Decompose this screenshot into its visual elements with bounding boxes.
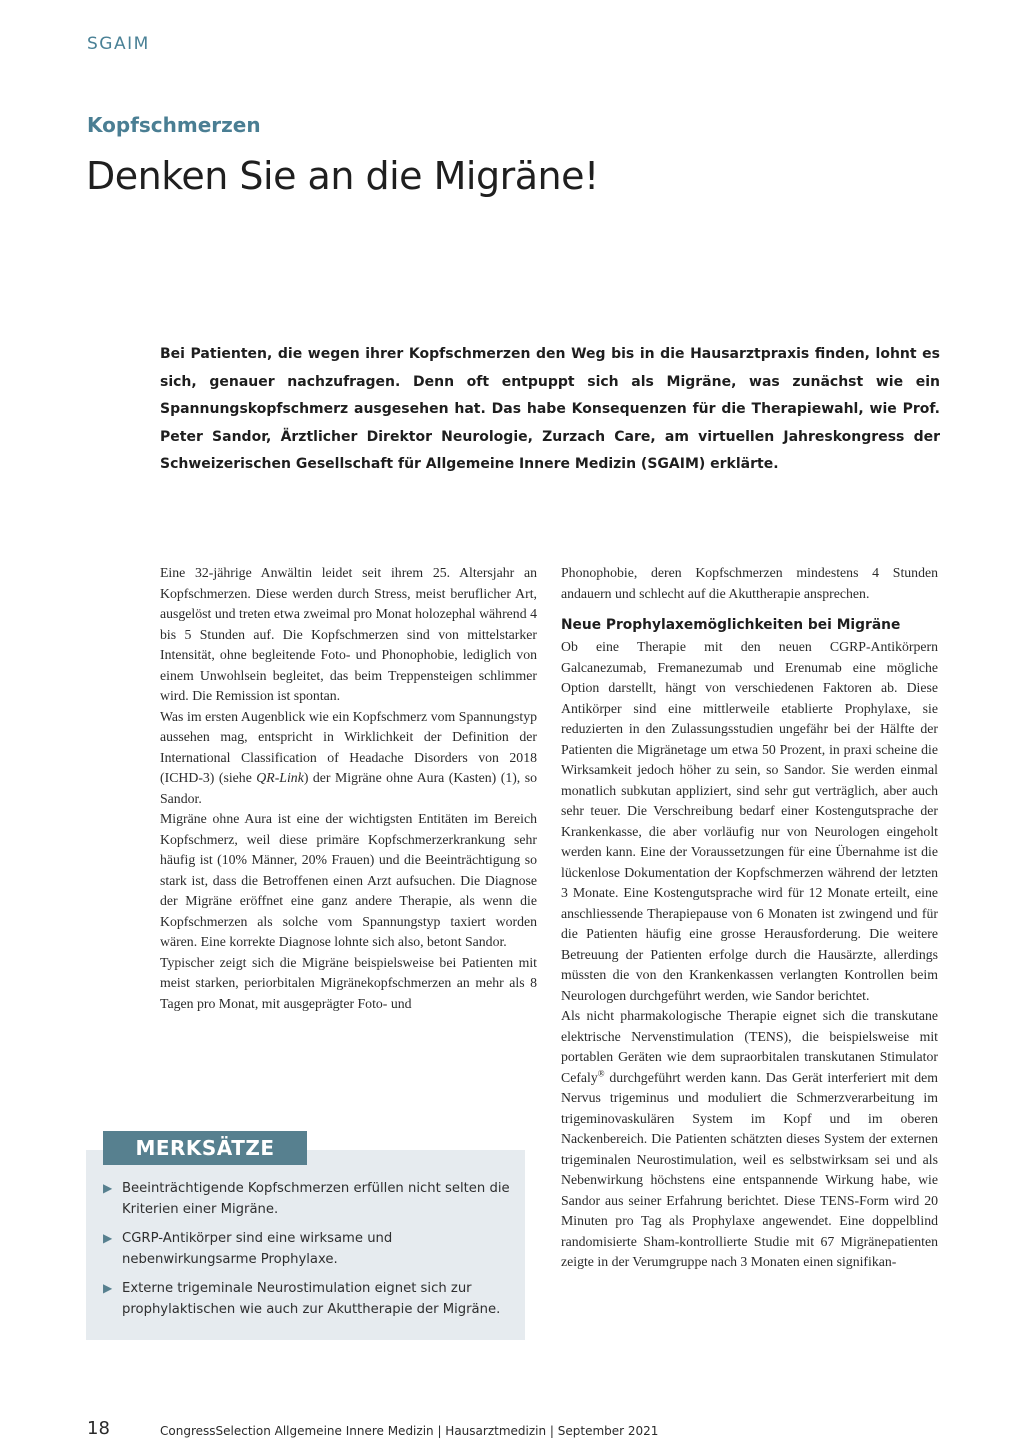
lead-paragraph: Bei Patienten, die wegen ihrer Kopfschmerzen den Weg bis in die Hausarztpraxis finden, lohnt es sich, genauer nachzufragen. Denn oft entpuppt sich als Migräne, was zunächst wie ein Spannungskopfschmerz ausgesehen hat. Das habe Konsequenzen für die Therapiewahl, wie Prof. Peter Sandor, Ärztlicher Direktor Neurologie, Zurzach Care, am virtuellen Jahreskongress der Schweizerischen Gesellschaft für Allgemeine Innere Medizin (SGAIM) erklärte. (160, 346, 940, 472)
registered-mark: ® (597, 1067, 605, 1078)
key-point-item: ▶ CGRP-Antikörper sind eine wirksame und nebenwirkungsarme Prophylaxe. (103, 1228, 518, 1270)
publication-info: CongressSelection Allgemeine Innere Medizin | Hausarztmedizin | September 2021 (160, 1424, 659, 1438)
key-point-item: ▶ Beeinträchtigende Kopfschmerzen erfüllen nicht selten die Kriterien einer Migräne. (103, 1178, 518, 1220)
qr-link[interactable]: QR-Link (256, 770, 304, 785)
body-paragraph: Als nicht pharmakologische Therapie eignet sich die transkutane elektrische Nervenstimulation (TENS), die beispielsweise mit portablen Geräten wie dem supraorbitalen transkutanen Stimulator Cefaly® durchgeführt werden kann. Das Gerät interferiert mit dem Nervus trigeminus und moduliert die Schmerzverarbeitung im trigeminovaskulären System im Kopf und im oberen Nackenbereich. Die Patienten schätzten dieses System der externen trigeminalen Neurostimulation, weil es selbstwirksam sei und als Nebenwirkung höchstens eine entspannende Wirkung habe, wie Sandor aus seiner Erfahrung berichtet. Diese TENS-Form wird 20 Minuten pro Tag als Prophylaxe angewendet. Eine doppelblind randomisierte Sham-kontrollierte Studie mit 67 Migränepatienten zeigte in der Verumgruppe nach 3 Monaten einen signifikan- (561, 1008, 938, 1269)
body-paragraph: Eine 32-jährige Anwältin leidet seit ihrem 25. Altersjahr an Kopfschmerzen. Diese werden durch Stress, meist beruflicher Art, ausgelöst und treten etwa zweimal pro Monat holozephal während 4 bis 5 Stunden auf. Die Kopfschmerzen sind von mittelstarker Intensität, ohne begleitende Foto- und Phonophobie, lediglich von einem Unwohlsein begleitet, das beim Treppensteigen schlimmer wird. Die Remission ist spontan. (160, 565, 537, 703)
key-point-item: ▶ Externe trigeminale Neurostimulation eignet sich zur prophylaktischen wie auch zur Akuttherapie der Migräne. (103, 1278, 518, 1320)
triangle-bullet-icon: ▶ (103, 1281, 113, 1295)
body-paragraph: Typischer zeigt sich die Migräne beispielsweise bei Patienten mit meist starken, periorbitalen Migränekopfschmerzen an mehr als 8 Tagen pro Monat, mit ausgeprägter Foto- und (160, 954, 537, 1011)
body-paragraph: Phonophobie, deren Kopfschmerzen mindestens 4 Stunden andauern und schlecht auf die Akuttherapie ansprechen. (561, 565, 938, 601)
left-column (160, 563, 537, 1014)
triangle-bullet-icon: ▶ (103, 1181, 113, 1195)
page-title: Denken Sie an die Migräne! (86, 154, 599, 198)
body-paragraph: Migräne ohne Aura ist eine der wichtigsten Entitäten im Bereich Kopfschmerz, weil diese primäre Kopfschmerzerkrankung sehr häufig ist (10% Männer, 20% Frauen) und die Beeinträchtigung so stark ist, dass die Betroffenen einen Arzt aufsuchen. Die Diagnose der Migräne eröffnet eine ganz andere Therapie, als wenn die Kopfschmerzen als solche vom Spannungstyp taxiert worden wären. Eine korrekte Diagnose lohnte sich also, betont Sandor. (160, 811, 537, 949)
section-kicker: Kopfschmerzen (87, 113, 261, 137)
body-paragraph: Ob eine Therapie mit den neuen CGRP-Antikörpern Galcanezumab, Fremanezumab und Erenumab eine mögliche Option darstellt, hängt von verschiedenen Faktoren ab. Diese Antikörper sind eine mittlerweile etablierte Prophylaxe, sie reduzierten in den Zulassungsstudien ungefähr bei der Hälfte der Patienten die Migränetage um etwa 50 Prozent, in praxi scheine die Wirksamkeit jedoch höher zu sein, so Sandor. Sie werden einmal monatlich subkutan appliziert, sind sehr gut verträglich, aber auch sehr teuer. Die Verschreibung bedarf einer Kostengutsprache der Krankenkasse, die aber vorläufig nur von Neurologen eingeholt werden kann. Eine der Voraussetzungen für eine Übernahme ist die lückenlose Dokumentation der Kopfschmerzen während der letzten 3 Monate. Eine Kostengutsprache wird für 12 Monate erteilt, eine anschliessende Therapiepause von 6 Monaten ist zwingend und für die Patienten häufig eine grosse Herausforderung. Die weitere Betreuung der Patienten erfolge durch die Hausärzte, allerdings müssten die von den Krankenkassen verlangten Kontrollen beim Neurologen durchgeführt werden, wie Sandor berichtet. (561, 639, 938, 1003)
triangle-bullet-icon: ▶ (103, 1231, 113, 1245)
body-paragraph: Was im ersten Augenblick wie ein Kopfschmerz vom Spannungstyp aussehen mag, entspricht in Wirklichkeit der Definition der International Classification of Headache Disorders von 2018 (ICHD-3) (siehe QR-Link) der Migräne ohne Aura (Kasten) (1), so Sandor. (160, 708, 537, 806)
section-heading: Neue Prophylaxemöglichkeiten bei Migräne (561, 617, 901, 633)
page-number: 18 (87, 1418, 110, 1439)
key-points-list (103, 1178, 518, 1328)
key-points-title: MERKSÄTZE (103, 1131, 307, 1165)
right-column (561, 563, 938, 1273)
brand-label: SGAIM (87, 34, 150, 54)
